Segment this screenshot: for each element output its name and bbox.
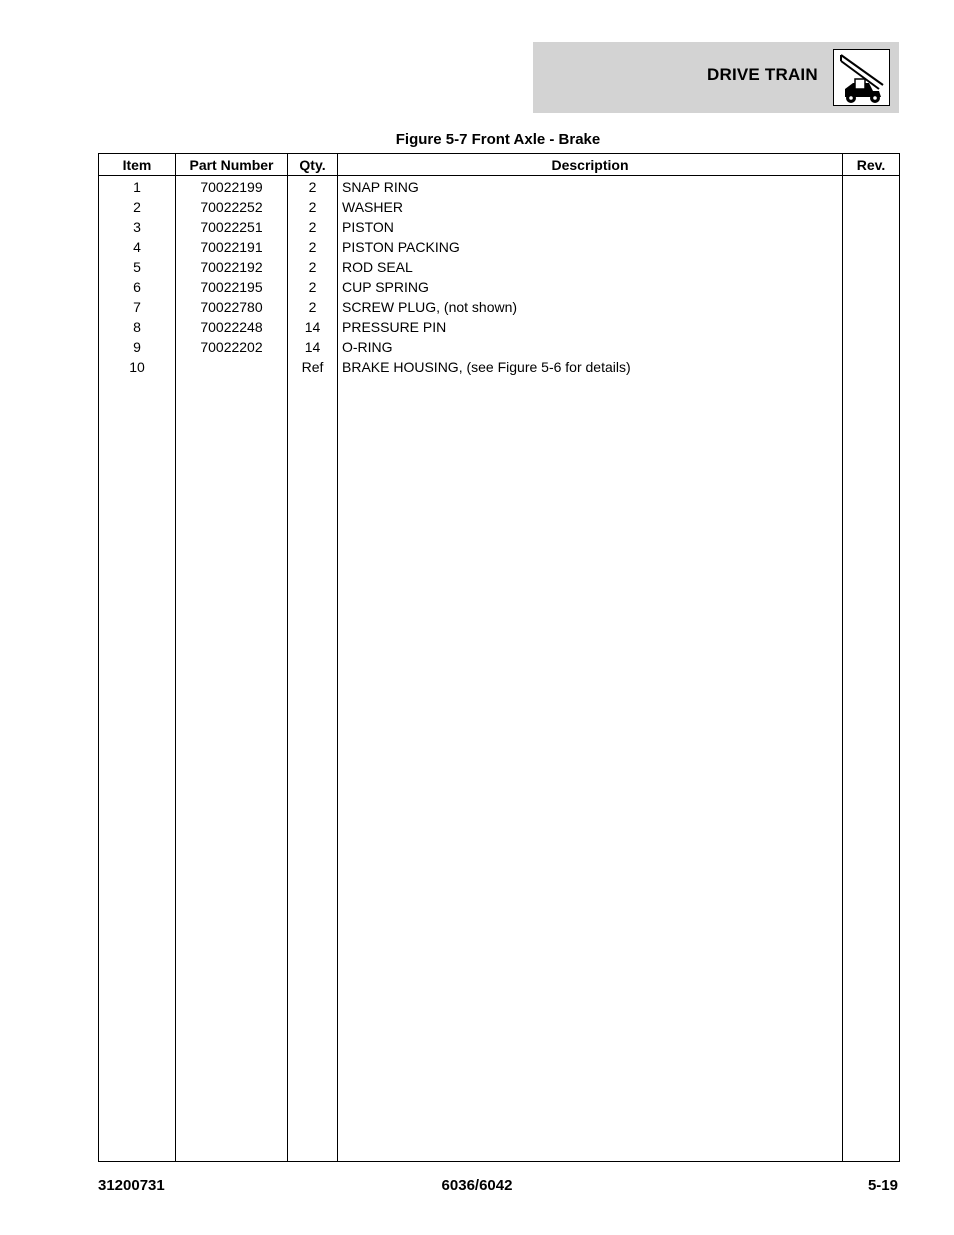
qty-cell: 2 — [288, 277, 338, 297]
qty-cell: 2 — [288, 237, 338, 257]
rev-cell — [843, 337, 900, 357]
qty-cell: 2 — [288, 217, 338, 237]
rev-cell — [843, 357, 900, 377]
table-header-row — [99, 154, 900, 176]
rev-cell — [843, 176, 900, 198]
description-cell: PISTON — [338, 217, 843, 237]
description-cell: WASHER — [338, 197, 843, 217]
description-cell: ROD SEAL — [338, 257, 843, 277]
part-number-cell: 70022199 — [176, 176, 288, 198]
rev-cell — [843, 317, 900, 337]
part-number-cell: 70022251 — [176, 217, 288, 237]
qty-cell: 2 — [288, 297, 338, 317]
item-cell: 4 — [99, 237, 176, 257]
table-row — [99, 257, 900, 277]
item-cell: 5 — [99, 257, 176, 277]
part-number-cell: 70022252 — [176, 197, 288, 217]
rev-cell — [843, 277, 900, 297]
footer-page-number: 5-19 — [867, 1177, 898, 1194]
column-header-rev: Rev. — [843, 154, 900, 176]
footer-document-number: 31200731 — [98, 1177, 165, 1194]
telehandler-machine-icon — [833, 49, 890, 106]
table-row — [99, 217, 900, 237]
item-cell: 8 — [99, 317, 176, 337]
table-row — [99, 337, 900, 357]
rev-cell — [843, 297, 900, 317]
part-number-cell: 70022248 — [176, 317, 288, 337]
table-row — [99, 237, 900, 257]
table-row — [99, 277, 900, 297]
item-cell: 1 — [99, 176, 176, 198]
qty-cell: 2 — [288, 176, 338, 198]
qty-cell: 14 — [288, 317, 338, 337]
table-row — [99, 197, 900, 217]
table-row — [99, 317, 900, 337]
item-cell: 10 — [99, 357, 176, 377]
item-cell: 3 — [99, 217, 176, 237]
part-number-cell: 70022195 — [176, 277, 288, 297]
item-cell: 2 — [99, 197, 176, 217]
footer-model: 6036/6042 — [441, 1177, 513, 1194]
item-cell: 6 — [99, 277, 176, 297]
item-cell: 9 — [99, 337, 176, 357]
description-cell: CUP SPRING — [338, 277, 843, 297]
empty-cell — [288, 377, 338, 1162]
part-number-cell — [176, 357, 288, 377]
table-row — [99, 357, 900, 377]
column-header-description: Description — [338, 154, 843, 176]
qty-cell: 2 — [288, 197, 338, 217]
column-header-part-number: Part Number — [176, 154, 288, 176]
parts-table — [98, 153, 900, 1162]
empty-cell — [843, 377, 900, 1162]
item-cell: 7 — [99, 297, 176, 317]
part-number-cell: 70022191 — [176, 237, 288, 257]
qty-cell: 2 — [288, 257, 338, 277]
rev-cell — [843, 197, 900, 217]
qty-cell: Ref — [288, 357, 338, 377]
column-header-item: Item — [99, 154, 176, 176]
figure-title: Figure 5-7 Front Axle - Brake — [395, 131, 601, 148]
description-cell: O-RING — [338, 337, 843, 357]
description-cell: SNAP RING — [338, 176, 843, 198]
description-cell: SCREW PLUG, (not shown) — [338, 297, 843, 317]
rev-cell — [843, 257, 900, 277]
rev-cell — [843, 217, 900, 237]
section-title: DRIVE TRAIN — [707, 65, 818, 84]
table-row — [99, 297, 900, 317]
empty-cell — [176, 377, 288, 1162]
table-filler-row — [99, 377, 900, 1162]
part-number-cell: 70022192 — [176, 257, 288, 277]
rev-cell — [843, 237, 900, 257]
column-header-qty: Qty. — [288, 154, 338, 176]
part-number-cell: 70022780 — [176, 297, 288, 317]
qty-cell: 14 — [288, 337, 338, 357]
table-row — [99, 176, 900, 198]
description-cell: PRESSURE PIN — [338, 317, 843, 337]
description-cell: BRAKE HOUSING, (see Figure 5-6 for details) — [338, 357, 843, 377]
empty-cell — [99, 377, 176, 1162]
part-number-cell: 70022202 — [176, 337, 288, 357]
description-cell: PISTON PACKING — [338, 237, 843, 257]
empty-cell — [338, 377, 843, 1162]
